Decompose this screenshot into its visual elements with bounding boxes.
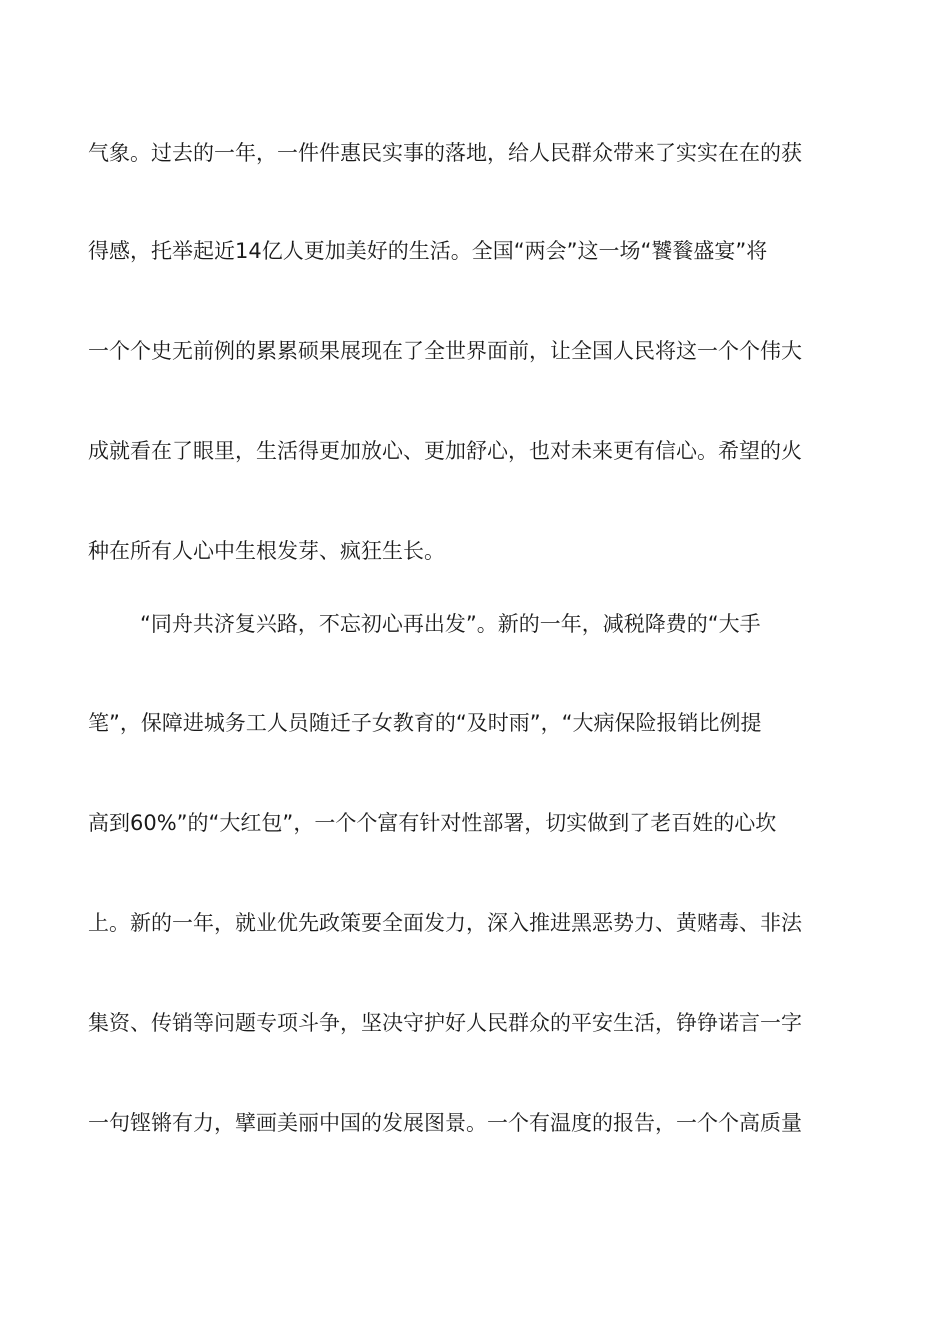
paragraph-line: 得感，托举起近14亿人更加美好的生活。全国“两会”这一场“饕餮盛宴”将 xyxy=(88,239,768,263)
paragraph-line: 一句铿锵有力，擘画美丽中国的发展图景。一个有温度的报告，一个个高质量 xyxy=(88,1111,802,1135)
paragraph-line: “同舟共济复兴路，不忘初心再出发”。新的一年，减税降费的“大手 xyxy=(140,612,761,636)
paragraph-line: 高到60%”的“大红包”，一个个富有针对性部署，切实做到了老百姓的心坎 xyxy=(88,811,777,835)
paragraph-line: 成就看在了眼里，生活得更加放心、更加舒心，也对未来更有信心。希望的火 xyxy=(88,439,802,463)
paragraph-line: 笔”，保障进城务工人员随迁子女教育的“及时雨”，“大病保险报销比例提 xyxy=(88,711,762,735)
paragraph-line: 气象。过去的一年，一件件惠民实事的落地，给人民群众带来了实实在在的获 xyxy=(88,141,802,165)
paragraph-line: 种在所有人心中生根发芽、疯狂生长。 xyxy=(88,539,445,563)
paragraph-line: 上。新的一年，就业优先政策要全面发力，深入推进黑恶势力、黄赌毒、非法 xyxy=(88,911,802,935)
paragraph-line: 集资、传销等问题专项斗争，坚决守护好人民群众的平安生活，铮铮诺言一字 xyxy=(88,1011,802,1035)
paragraph-line: 一个个史无前例的累累硕果展现在了全世界面前，让全国人民将这一个个伟大 xyxy=(88,339,802,363)
